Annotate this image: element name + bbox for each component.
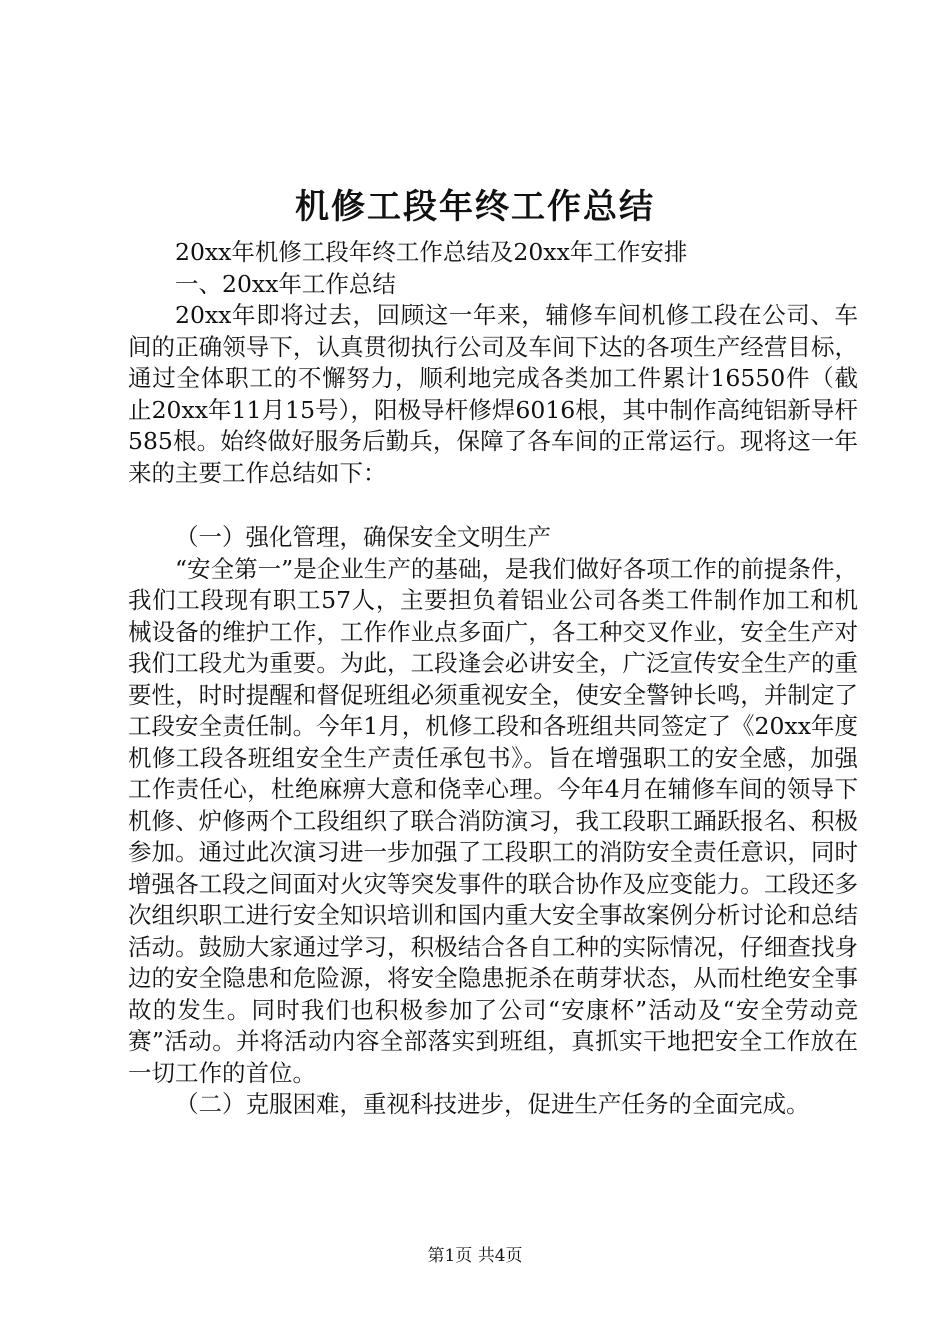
document-title: 机修工段年终工作总结 (295, 187, 655, 227)
paragraph-subtitle: 20xx年机修工段年终工作总结及20xx年工作安排 (175, 238, 688, 266)
document-body (128, 237, 858, 1121)
paragraph-intro: 20xx年即将过去，回顾这一年来，辅修车间机修工段在公司、车间的正确领导下，认真贯彻执行公司及车间下达的各项生产经营目标，通过全体职工的不懈努力，顺利地完成各类加工件累计16550件（截止20xx年11月15号），阳极导杆修焊6016根，其中制作高纯铝新导杆585根。始终做好服务后勤兵，保障了各车间的正常运行。现将这一年来的主要工作总结如下： (128, 301, 858, 487)
paragraph-subheading-1: （一）强化管理，确保安全文明生产 (175, 523, 551, 551)
paragraph-section-heading: 一、20xx年工作总结 (175, 269, 396, 298)
page-number-footer: 第1页 共4页 (427, 1246, 523, 1266)
paragraph-subheading-2: （二）克服困难，重视科技进步，促进生产任务的全面完成。 (175, 1090, 810, 1118)
paragraph-safety: “安全第一”是企业生产的基础，是我们做好各项工作的前提条件，我们工段现有职工57人，主要担负着铝业公司各类工件制作加工和机械设备的维护工作，工作作业点多面广，各工种交叉作业，安全生产对我们工段尤为重要。为此，工段逢会必讲安全，广泛宣传安全生产的重要性，时时提醒和督促班组必须重视安全，使安全警钟长鸣，并制定了工段安全责任制。今年1月，机修工段和各班组共同签定了《20xx年度机修工段各班组安全生产责任承包书》。旨在增强职工的安全感，加强工作责任心，杜绝麻痹大意和侥幸心理。今年4月在辅修车间的领导下机修、炉修两个工段组织了联合消防演习，我工段职工踊跃报名、积极参加。通过此次演习进一步加强了工段职工的消防安全责任意识，同时增强各工段之间面对火灾等突发事件的联合协作及应变能力。工段还多次组织职工进行安全知识培训和国内重大安全事故案例分析讨论和总结活动。鼓励大家通过学习，积极结合各自工种的实际情况，仔细查找身边的安全隐患和危险源，将安全隐患扼杀在萌芽状态，从而杜绝安全事故的发生。同时我们也积极参加了公司“安康杯”活动及“安全劳动竞赛”活动。并将活动内容全部落实到班组，真抓实干地把安全工作放在一切工作的首位。 (128, 554, 858, 1087)
paragraph-spacer (128, 489, 858, 522)
